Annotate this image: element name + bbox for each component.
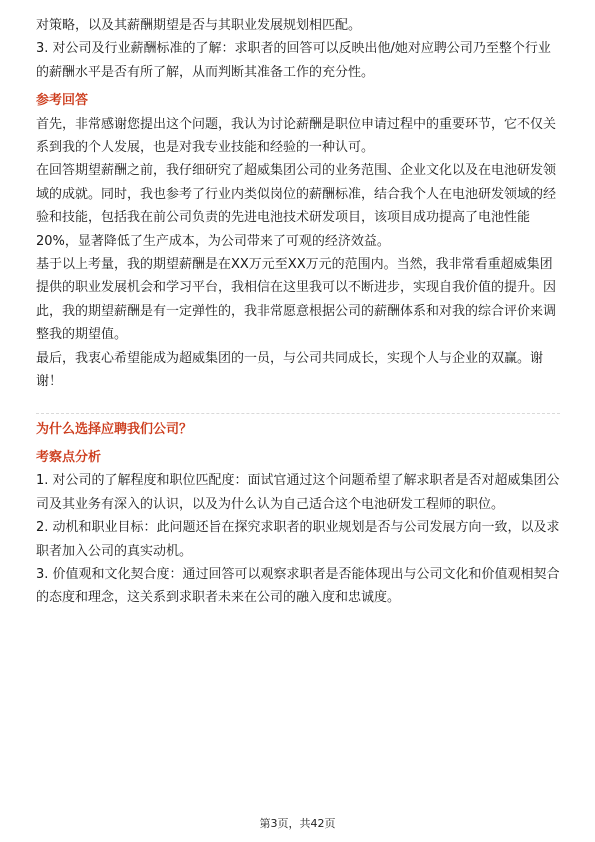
answer-paragraph: 在回答期望薪酬之前，我仔细研究了超威集团公司的业务范围、企业文化以及在电池研发领域的成就。同时，我也参考了行业内类似岗位的薪酬标准，结合我个人在电池研发领域的经验和技能，包括我在前公司负责的先进电池技术研发项目，该项目成功提高了电池性能20%，显著降低了生产成本，为公司带来了可观的经济效益。 bbox=[36, 163, 557, 249]
analysis-heading: 考察点分析 bbox=[36, 449, 102, 465]
analysis-point-3: 3. 对公司及行业薪酬标准的了解：求职者的回答可以反映出他/她对应聘公司乃至整个行业的薪酬水平是否有所了解，从而判断其准备工作的充分性。 bbox=[36, 41, 551, 80]
section-divider bbox=[36, 413, 560, 414]
analysis-point: 1. 对公司的了解程度和职位匹配度：面试官通过这个问题希望了解求职者是否对超威集团公司及其业务有深入的认识，以及为什么认为自己适合这个电池研发工程师的职位。 bbox=[36, 473, 560, 512]
page-content bbox=[36, 14, 560, 610]
question-heading: 为什么选择应聘我们公司？ bbox=[36, 421, 193, 437]
answer-paragraph: 首先，非常感谢您提出这个问题，我认为讨论薪酬是职位申请过程中的重要环节，它不仅关系到我的个人发展，也是对我专业技能和经验的一种认可。 bbox=[36, 116, 557, 156]
analysis-point: 2. 动机和职业目标：此问题还旨在探究求职者的职业规划是否与公司发展方向一致，以及求职者加入公司的真实动机。 bbox=[36, 520, 560, 559]
page-number: 第3页，共42页 bbox=[259, 817, 336, 830]
analysis-point: 3. 价值观和文化契合度：通过回答可以观察求职者是否能体现出与公司文化和价值观相契合的态度和理念，这关系到求职者未来在公司的融入度和忠诚度。 bbox=[36, 566, 560, 606]
answer-paragraph: 基于以上考量，我的期望薪酬是在XX万元至XX万元的范围内。当然，我非常看重超威集团提供的职业发展机会和学习平台，我相信在这里我可以不断进步，实现自我价值的提升。因此，我的期望薪酬是有一定弹性的，我非常愿意根据公司的薪酬体系和对我的综合评价来调整我的期望值。 bbox=[36, 257, 557, 343]
reference-answer-heading: 参考回答 bbox=[36, 93, 89, 109]
continued-paragraph: 对策略，以及其薪酬期望是否与其职业发展规划相匹配。 bbox=[36, 18, 362, 33]
answer-paragraph: 最后，我衷心希望能成为超威集团的一员，与公司共同成长，实现个人与企业的双赢。谢谢！ bbox=[36, 350, 544, 390]
